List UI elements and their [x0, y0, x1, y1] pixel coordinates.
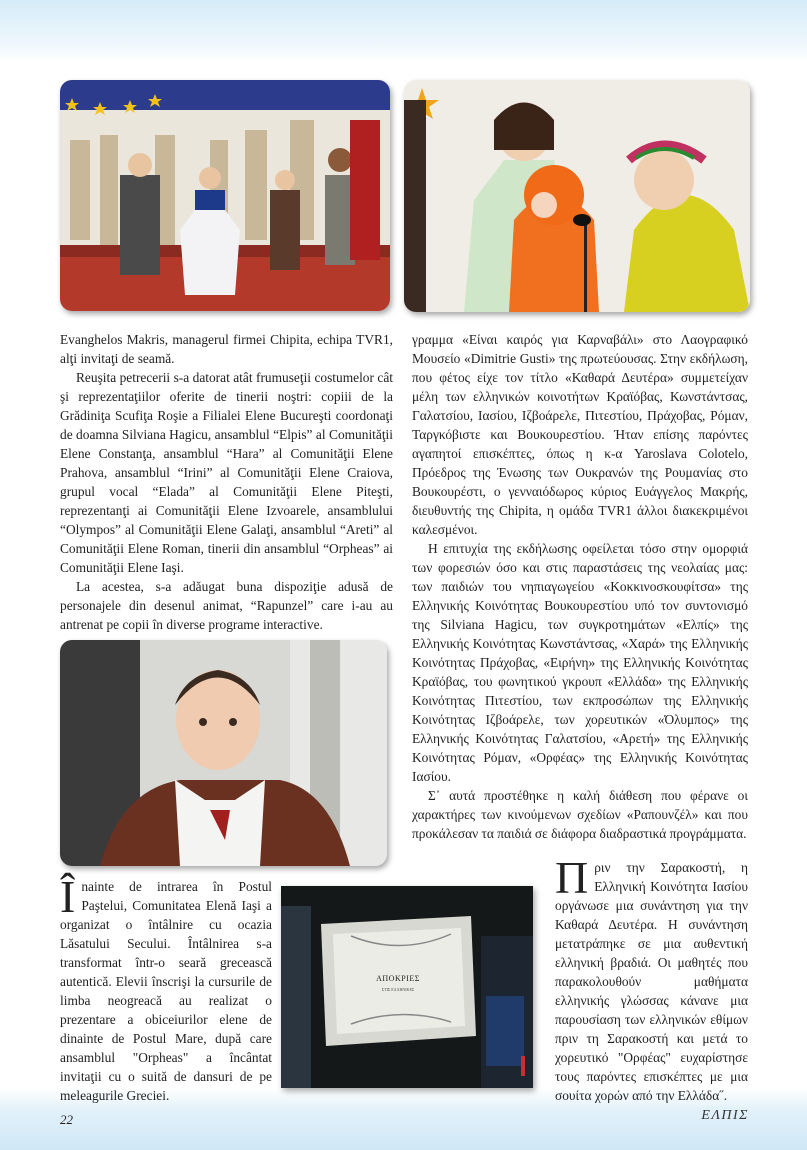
paragraph: Evanghelos Makris, managerul firmei Chipita, echipa TVR1, alţi invitaţi de seamă. — [60, 332, 393, 366]
projector-title: ΑΠΟΚΡΙΕΣ — [376, 974, 420, 983]
paragraph: La acestea, s-a adăugat buna dispoziţie adusă de personajele din desenul animat, “Rapunzel” care i-au au antrenat pe copii în diverse programe interactive. — [60, 579, 393, 632]
top-band — [0, 0, 807, 62]
paragraph: ριν την Σαρακοστή, η Ελληνική Κοινότητα Ιασίου οργάνωσε μια συνάντηση για την Καθαρά Δευτέρα. Η συνάντηση μετατράπηκε σε μια αυθεντική ελληνική βραδιά. Οι μαθητές που παρακολουθούν μαθήματα ελληνικής γλώσσας κάνανε μια παρουσίαση των ελληνικών εθίμων πριν τη Σαρακοστή και μετά το χορευτικό "Ορφέας" ευχαρίστησε τους παρόντες επισκέπτες με μια σουίτα χορών από την Ελλάδα˝. — [555, 860, 748, 1103]
photo-stage-costumes — [60, 80, 390, 311]
photo-girls-microphone — [404, 80, 750, 312]
magazine-name: ΕΛΠΙΣ — [701, 1108, 749, 1123]
bottom-left-text — [60, 871, 272, 1105]
page-number: 22 — [60, 1112, 73, 1127]
paragraph: nainte de intrarea în Postul Paştelui, Comunitatea Elenă Iaşi a organizat o întâlnire cu ocazia Lăsatului Secului. Întâlnirea s-a transformat într-o seară grecească autentică. Elevii înscrişi la cursurile de limba neogreacă au realizat o prezentare a obiceiurilor elene de dinainte de Postul Mare, după care ansamblul "Orpheas" a încântat invitaţii cu o suită de dansuri de pe meleagurile Greciei. — [60, 879, 272, 1103]
drop-cap: Π — [555, 852, 589, 903]
projector-subtitle: ΣΤΙΣ ΕΛΛΗΝΙΚΕΣ — [381, 987, 415, 992]
paragraph: γραμμα «Είναι καιρός για Καρναβάλι» στο Λαογραφικό Μουσείο «Dimitrie Gusti» της πρωτεύουσας. Στην εκδήλωση, που φέτος είχε τον τίτλο «Καθαρά Δευτέρα» συμμετείχαν μέλη των ελληνικών κοινοτήτων Κραϊόβας, Κωνστάντσας, Γαλατσίου, Ιασίου, Ιζβοάρελε, Πιτεστίου, Πράχοβας, Ρόμαν, Ταργκόβιστε και Βουκουρεστίου. Ήταν επίσης παρόντες αγαπητοί επισκέπτες, όπως η κ-α Yaroslava Colotelo, Πρόεδρος της Ένωσης των Ουκρανών της Ρουμανίας στο Βουκουρέστι, ο γενναιόδωρος κύριος Ευάγγελος Μακρής, διευθυντής της Chipita, η ομάδα TVR1 άλλοι διακεκριμένοι καλεσμένοι. — [412, 332, 748, 537]
left-column-text — [60, 330, 393, 634]
right-column-text — [412, 330, 748, 843]
photo-projector-presentation — [281, 886, 533, 1088]
paragraph: Η επιτυχία της εκδήλωσης οφείλεται τόσο στην ομορφιά των φορεσιών όσο και στις παραστάσεις της νεολαίας μας: των παιδιών του νηπιαγωγείου «Κοκκινοσκουφίτσα» της Ελληνικής Κοινότητας Βουκουρεστίου υπό τον συντονισμό της Silviana Hagicu, των συγκροτημάτων «Ελπίς» της Ελληνικής Κοινότητας Κωνστάντσας, «Χαρά» της Ελληνικής Κοινότητας Πράχοβας, «Ειρήνη» της Ελληνικής Κοινότητας Κραϊόβας, του φωνητικού γκρουπ «Ελλάδα» της Ελληνικής Κοινότητας Πιτεστίου, των εκπροσώπων της Ελληνικής Κοινότητας Ιζβοάρελε, των χορευτικών «Όλυμπος» της Ελληνικής Κοινότητας Γαλατσίου, «Αρετή» της Ελληνικής Κοινότητας Ρόμαν, «Ορφέας» της Ελληνικής Κοινότητας Ιασίου. — [412, 541, 748, 784]
bottom-right-text — [555, 852, 748, 1105]
photo-boy-costume — [60, 640, 387, 866]
paragraph: Reuşita petrecerii s-a datorat atât frumuseţii costumelor cât şi reprezentaţiilor oferite de tinerii noştri: copiii de la Grădiniţa Scufiţa Roşie a Filialei Elene Bucureşti coordonaţi de doamna Silviana Hagicu, ansamblul “Elpis” al Comunităţii Elene Constanţa, ansamblul “Hara” al Comunităţii Elene Prahova, ansamblul “Irini” al Comunităţii Elene Craiova, grupul vocal “Elada” al Comunităţii Elene Piteşti, reprezentanţi ai Comunităţii Elene Izvoarele, ansamblului “Olympos” al Comunităţii Elene Galaţi, ansamblul “Areti” al Comunităţii Elene Roman, tinerii din ansamblul “Orpheas” ai Comunităţii Elene Iaşi. — [60, 370, 393, 575]
drop-cap: Î — [60, 871, 76, 922]
paragraph: Σ᾽ αυτά προστέθηκε η καλή διάθεση που φέρανε οι χαρακτήρες των κινούμενων σχεδίων «Ραπουνζέλ» και που προκάλεσαν τα παιδιά σε διάφορα διαδραστικά προγράμματα. — [412, 788, 748, 841]
